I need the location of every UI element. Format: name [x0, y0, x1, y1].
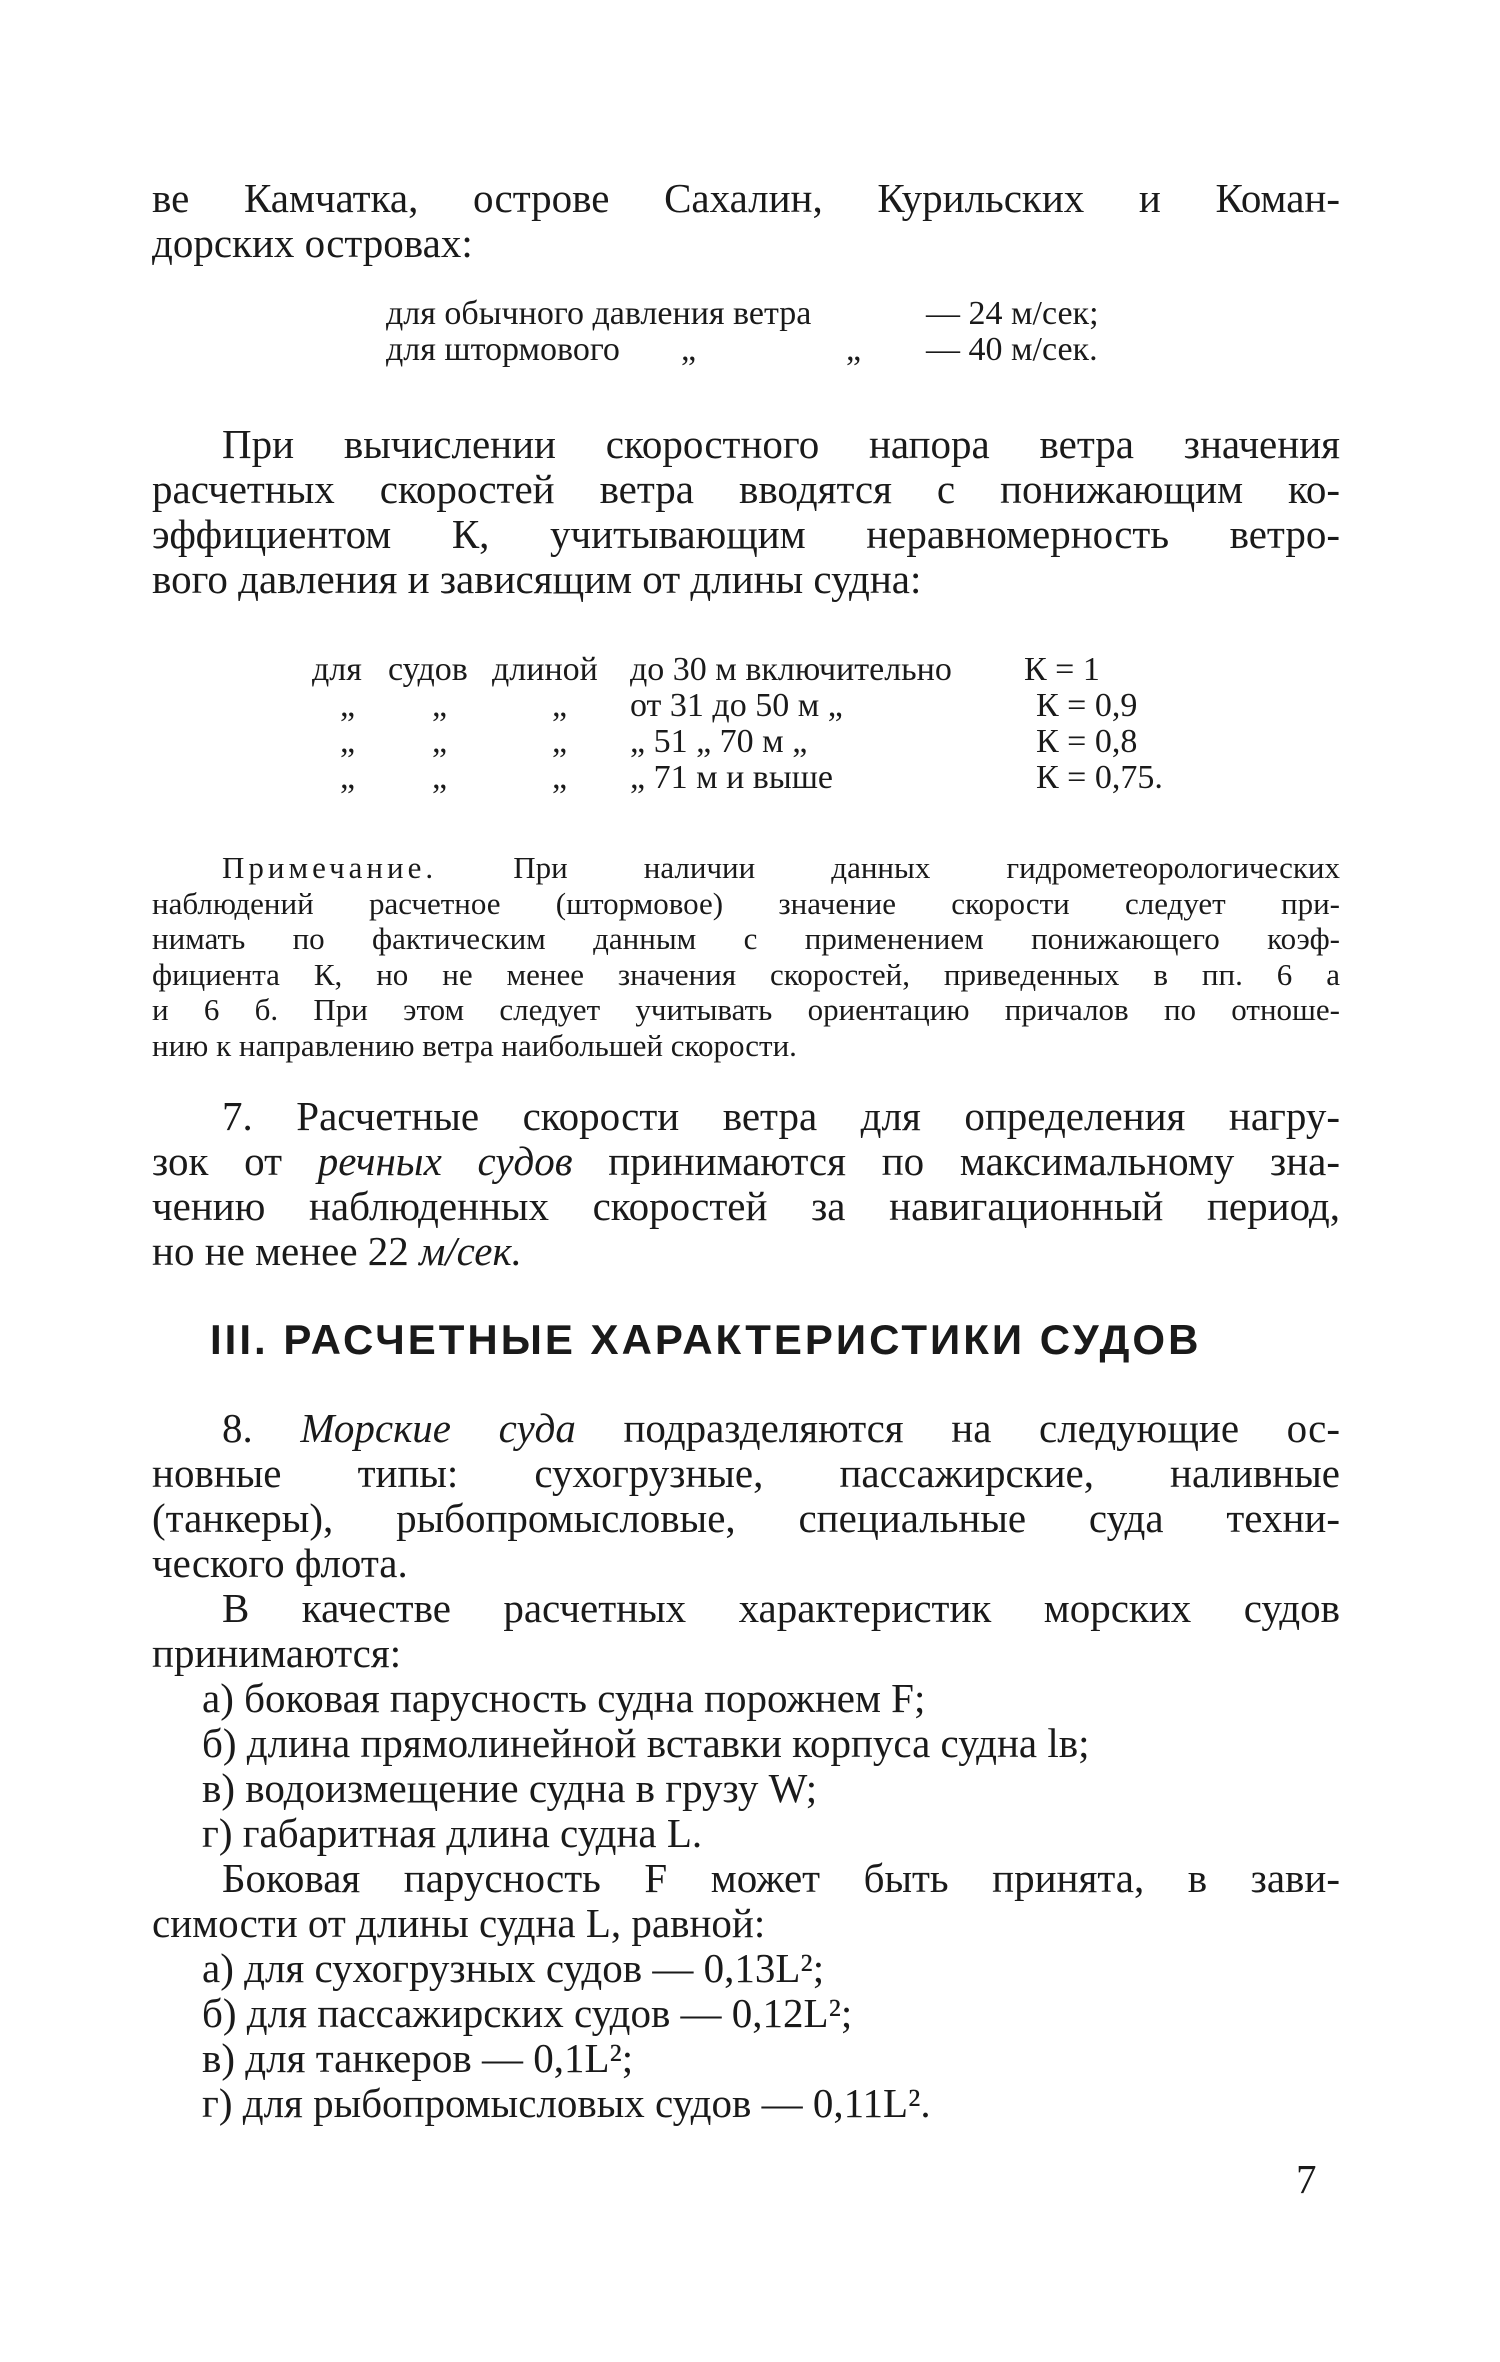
table-cell: „ — [340, 723, 356, 760]
list-item: а) для сухогрузных судов — 0,13L²; — [202, 1945, 825, 1991]
table-cell: „ — [552, 687, 568, 724]
paragraph-line: 8. Морские суда подразделяются на следующие ос- — [222, 1405, 1340, 1451]
list-item: г) для рыбопромысловых судов — 0,11L². — [202, 2080, 931, 2126]
table-cell: для обычного давления ветра — [386, 295, 812, 332]
section-heading: III. РАСЧЕТНЫЕ ХАРАКТЕРИСТИКИ СУДОВ — [210, 1316, 1202, 1363]
paragraph-line: вого давления и зависящим от длины судна: — [152, 556, 922, 602]
paragraph-line: но не менее 22 м/сек. — [152, 1228, 522, 1274]
paragraph-line: При вычислении скоростного напора ветра значения — [222, 421, 1340, 467]
paragraph-line: дорских островах: — [152, 220, 473, 266]
table-cell: судов — [388, 651, 468, 688]
paragraph-line: зок от речных судов принимаются по максимальному зна- — [152, 1138, 1341, 1184]
paragraph-line: 7. Расчетные скорости ветра для определения нагру- — [222, 1093, 1340, 1139]
paragraph-line: ве Камчатка, острове Сахалин, Курильских и Коман- — [152, 175, 1340, 221]
table-cell: — 24 м/сек; — [926, 295, 1099, 332]
italic-term: Морские суда — [300, 1405, 576, 1451]
table-cell: для — [312, 651, 362, 688]
note-line: и 6 б. При этом следует учитывать ориентацию причалов по отноше- — [152, 992, 1340, 1027]
note-line: наблюдений расчетное (штормовое) значение скорости следует при- — [152, 886, 1340, 921]
paragraph-line: расчетных скоростей ветра вводятся с понижающим ко- — [152, 466, 1340, 512]
paragraph-line: ческого флота. — [152, 1540, 408, 1586]
table-cell: К = 0,8 — [1036, 723, 1138, 760]
paragraph-line: принимаются: — [152, 1630, 402, 1676]
note-line: нию к направлению ветра наибольшей скорости. — [152, 1028, 797, 1063]
note-text: При наличии данных гидрометеорологических — [513, 850, 1341, 885]
note-line — [222, 850, 1340, 886]
list-item: в) для танкеров — 0,1L²; — [202, 2035, 634, 2081]
table-cell: „ — [552, 723, 568, 760]
table-cell: „ — [552, 759, 568, 796]
table-cell: „ — [846, 331, 862, 368]
table-cell: К = 0,9 — [1036, 687, 1138, 724]
paragraph-line: чению наблюденных скоростей за навигационный период, — [152, 1183, 1340, 1229]
list-item: б) для пассажирских судов — 0,12L²; — [202, 1990, 853, 2036]
table-cell: „ — [340, 759, 356, 796]
table-cell: „ — [432, 759, 448, 796]
table-cell: К = 0,75. — [1036, 759, 1163, 796]
paragraph-line: В качестве расчетных характеристик морских судов — [222, 1585, 1340, 1631]
table-cell: „ 71 м и выше — [630, 759, 833, 796]
characteristics-list — [202, 1676, 1090, 1856]
page-number: 7 — [1296, 2156, 1317, 2202]
list-item: а) боковая парусность судна порожнем F; — [202, 1675, 926, 1721]
table-cell: „ 51 „ 70 м „ — [630, 723, 808, 760]
note-line: нимать по фактическим данным с применением понижающего коэф- — [152, 921, 1340, 956]
table-cell: — 40 м/сек. — [926, 331, 1098, 368]
paragraph-line: Боковая парусность F может быть принята, в зави- — [222, 1855, 1340, 1901]
table-cell: „ — [432, 723, 448, 760]
note-label: Примечание. — [222, 850, 438, 885]
windage-list — [202, 1946, 931, 2126]
paragraph-line: (танкеры), рыбопромысловые, специальные суда техни- — [152, 1495, 1340, 1541]
table-cell: длиной — [492, 651, 598, 688]
paragraph-line: симости от длины судна L, равной: — [152, 1900, 766, 1946]
table-cell: К = 1 — [1024, 651, 1100, 688]
list-item: г) габаритная длина судна L. — [202, 1810, 703, 1856]
table-cell: „ — [340, 687, 356, 724]
list-item: б) длина прямолинейной вставки корпуса судна lв; — [202, 1720, 1090, 1766]
table-cell: до 30 м включительно — [630, 651, 952, 688]
italic-term: речных судов — [317, 1138, 573, 1184]
table-cell: от 31 до 50 м „ — [630, 687, 843, 724]
paragraph-line: эффициентом К, учитывающим неравномерность ветро- — [152, 511, 1340, 557]
table-cell: „ — [432, 687, 448, 724]
table-cell: для штормового — [386, 331, 620, 368]
paragraph-line: новные типы: сухогрузные, пассажирские, наливные — [152, 1450, 1340, 1496]
list-item: в) водоизмещение судна в грузу W; — [202, 1765, 818, 1811]
table-cell: „ — [681, 331, 697, 368]
note-line: фициента К, но не менее значения скоростей, приведенных в пп. 6 а — [152, 957, 1340, 992]
